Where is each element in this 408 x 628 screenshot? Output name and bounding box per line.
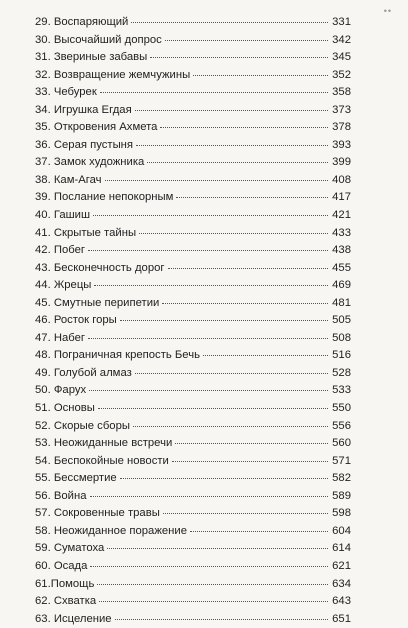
toc-dot-leader bbox=[172, 460, 328, 462]
toc-entry-page-number: 358 bbox=[332, 86, 351, 99]
toc-entry bbox=[35, 84, 351, 102]
toc-dot-leader bbox=[139, 232, 328, 234]
toc-entry-title: 45. Смутные перипетии bbox=[35, 296, 160, 309]
toc-entry-title: 56. Война bbox=[35, 489, 87, 502]
toc-entry bbox=[35, 382, 351, 400]
toc-entry-title: 63. Исцеление bbox=[35, 612, 112, 625]
toc-dot-leader bbox=[120, 319, 328, 321]
toc-entry-title: 38. Кам-Агач bbox=[35, 173, 102, 186]
toc-entry bbox=[35, 435, 351, 453]
toc-dot-leader bbox=[147, 161, 328, 163]
toc-entry bbox=[35, 365, 351, 383]
toc-entry-title: 55. Бессмертие bbox=[35, 472, 117, 485]
toc-entry-title: 37. Замок художника bbox=[35, 156, 145, 169]
toc-entry-page-number: 533 bbox=[332, 384, 351, 397]
toc-entry-page-number: 604 bbox=[332, 524, 351, 537]
toc-entry-page-number: 352 bbox=[332, 68, 351, 81]
toc-entry-page-number: 516 bbox=[332, 349, 351, 362]
toc-dot-leader bbox=[168, 267, 328, 269]
toc-entry-page-number: 373 bbox=[332, 103, 351, 116]
toc-entry-page-number: 614 bbox=[332, 542, 351, 555]
toc-entry bbox=[35, 558, 351, 576]
toc-entry bbox=[35, 242, 351, 260]
toc-entry bbox=[35, 137, 351, 155]
toc-entry bbox=[35, 119, 351, 137]
toc-entry bbox=[35, 189, 351, 207]
toc-entry bbox=[35, 67, 351, 85]
toc-entry bbox=[35, 523, 351, 541]
toc-entry-page-number: 378 bbox=[332, 121, 351, 134]
toc-dot-leader bbox=[190, 530, 328, 532]
toc-entry-page-number: 505 bbox=[332, 314, 351, 327]
toc-entry-page-number: 421 bbox=[332, 209, 351, 222]
toc-dot-leader bbox=[162, 302, 328, 304]
toc-entry-title: 40. Гашиш bbox=[35, 209, 91, 222]
toc-entry-title: 36. Серая пустыня bbox=[35, 138, 134, 151]
toc-entry bbox=[35, 295, 351, 313]
toc-entry bbox=[35, 14, 351, 32]
toc-dot-leader bbox=[100, 91, 328, 93]
toc-entry-page-number: 433 bbox=[332, 226, 351, 239]
toc-dot-leader bbox=[131, 21, 328, 23]
toc-dot-leader bbox=[115, 618, 328, 620]
toc-dot-leader bbox=[193, 74, 328, 76]
toc-entry-page-number: 589 bbox=[332, 489, 351, 502]
toc-entry-page-number: 342 bbox=[332, 33, 351, 46]
toc-entry bbox=[35, 207, 351, 225]
toc-entry-page-number: 621 bbox=[332, 559, 351, 572]
toc-dot-leader bbox=[150, 56, 328, 58]
toc-entry-title: 32. Возвращение жемчужины bbox=[35, 68, 191, 81]
toc-entry-page-number: 345 bbox=[332, 51, 351, 64]
toc-dot-leader bbox=[88, 337, 328, 339]
toc-entry-title: 54. Беспокойные новости bbox=[35, 454, 169, 467]
toc-entry-title: 50. Фарух bbox=[35, 384, 87, 397]
toc-entry-page-number: 469 bbox=[332, 279, 351, 292]
toc-entry-page-number: 560 bbox=[332, 437, 351, 450]
toc-dot-leader bbox=[90, 565, 328, 567]
toc-entry bbox=[35, 49, 351, 67]
toc-entry-title: 43. Бесконечность дорог bbox=[35, 261, 165, 274]
toc-entry bbox=[35, 154, 351, 172]
toc-entry bbox=[35, 576, 351, 594]
toc-entry-title: 33. Чебурек bbox=[35, 86, 97, 99]
toc-entry-page-number: 550 bbox=[332, 402, 351, 415]
toc-entry-page-number: 331 bbox=[332, 16, 351, 28]
toc-entry bbox=[35, 225, 351, 243]
toc-entry-title: 59. Суматоха bbox=[35, 542, 105, 555]
toc-entry bbox=[35, 347, 351, 365]
toc-entry-title: 39. Послание непокорным bbox=[35, 191, 174, 204]
toc-entry-title: 62. Схватка bbox=[35, 595, 97, 608]
toc-entry-title: 30. Высочайший допрос bbox=[35, 33, 162, 46]
toc-dot-leader bbox=[89, 389, 328, 391]
toc-dot-leader bbox=[160, 126, 328, 128]
toc-entry bbox=[35, 453, 351, 471]
toc-entry-title: 61.Помощь bbox=[35, 577, 95, 590]
toc-entry bbox=[35, 593, 351, 611]
toc-entry-title: 29. Воспаряющий bbox=[35, 16, 129, 28]
toc-entry-title: 48. Пограничная крепость Бечь bbox=[35, 349, 200, 362]
toc-entry-page-number: 651 bbox=[332, 612, 351, 625]
toc-dot-leader bbox=[133, 425, 328, 427]
table-of-contents bbox=[35, 14, 351, 628]
toc-entry-page-number: 634 bbox=[332, 577, 351, 590]
toc-entry-page-number: 417 bbox=[332, 191, 351, 204]
toc-entry bbox=[35, 172, 351, 190]
toc-dot-leader bbox=[176, 196, 328, 198]
toc-dot-leader bbox=[163, 512, 328, 514]
toc-entry-title: 31. Звериные забавы bbox=[35, 51, 148, 64]
toc-entry-page-number: 571 bbox=[332, 454, 351, 467]
toc-dot-leader bbox=[97, 583, 328, 585]
toc-entry bbox=[35, 470, 351, 488]
toc-entry-page-number: 481 bbox=[332, 296, 351, 309]
toc-entry bbox=[35, 505, 351, 523]
toc-entry-page-number: 455 bbox=[332, 261, 351, 274]
toc-entry-title: 49. Голубой алмаз bbox=[35, 366, 132, 379]
toc-entry-page-number: 598 bbox=[332, 507, 351, 520]
toc-entry-title: 58. Неожиданное поражение bbox=[35, 524, 188, 537]
toc-entry-title: 53. Неожиданные встречи bbox=[35, 437, 173, 450]
toc-entry bbox=[35, 400, 351, 418]
toc-entry-title: 60. Осада bbox=[35, 559, 88, 572]
toc-dot-leader bbox=[175, 442, 328, 444]
toc-entry-page-number: 582 bbox=[332, 472, 351, 485]
toc-dot-leader bbox=[94, 284, 328, 286]
toc-entry-page-number: 399 bbox=[332, 156, 351, 169]
toc-dot-leader bbox=[99, 600, 328, 602]
toc-entry bbox=[35, 102, 351, 120]
toc-entry-page-number: 528 bbox=[332, 366, 351, 379]
toc-entry bbox=[35, 312, 351, 330]
toc-entry-title: 41. Скрытые тайны bbox=[35, 226, 137, 239]
toc-entry-title: 57. Сокровенные травы bbox=[35, 507, 160, 520]
corner-mark: •• bbox=[383, 6, 392, 16]
toc-entry-page-number: 643 bbox=[332, 595, 351, 608]
toc-entry-page-number: 438 bbox=[332, 244, 351, 257]
toc-dot-leader bbox=[90, 495, 329, 497]
toc-dot-leader bbox=[107, 547, 328, 549]
toc-entry-page-number: 508 bbox=[332, 331, 351, 344]
toc-entry-title: 52. Скорые сборы bbox=[35, 419, 130, 432]
toc-entry bbox=[35, 277, 351, 295]
toc-entry-title: 51. Основы bbox=[35, 402, 95, 415]
toc-entry bbox=[35, 32, 351, 50]
toc-entry bbox=[35, 418, 351, 436]
toc-entry-title: 47. Набег bbox=[35, 331, 86, 344]
toc-entry-title: 44. Жрецы bbox=[35, 279, 92, 292]
toc-dot-leader bbox=[165, 39, 328, 41]
toc-dot-leader bbox=[136, 144, 328, 146]
toc-dot-leader bbox=[105, 179, 328, 181]
toc-entry bbox=[35, 488, 351, 506]
toc-entry-page-number: 408 bbox=[332, 173, 351, 186]
toc-entry bbox=[35, 540, 351, 558]
toc-entry-title: 34. Игрушка Егдая bbox=[35, 103, 132, 116]
toc-entry-title: 42. Побег bbox=[35, 244, 85, 257]
toc-entry bbox=[35, 611, 351, 628]
toc-entry-title: 46. Росток горы bbox=[35, 314, 117, 327]
toc-entry bbox=[35, 330, 351, 348]
toc-dot-leader bbox=[88, 249, 328, 251]
toc-dot-leader bbox=[135, 372, 328, 374]
toc-dot-leader bbox=[93, 214, 328, 216]
toc-entry-page-number: 556 bbox=[332, 419, 351, 432]
toc-dot-leader bbox=[98, 407, 328, 409]
toc-dot-leader bbox=[135, 109, 328, 111]
toc-dot-leader bbox=[203, 354, 328, 356]
toc-dot-leader bbox=[120, 477, 328, 479]
toc-entry-title: 35. Откровения Ахмета bbox=[35, 121, 158, 134]
toc-entry bbox=[35, 260, 351, 278]
toc-entry-page-number: 393 bbox=[332, 138, 351, 151]
